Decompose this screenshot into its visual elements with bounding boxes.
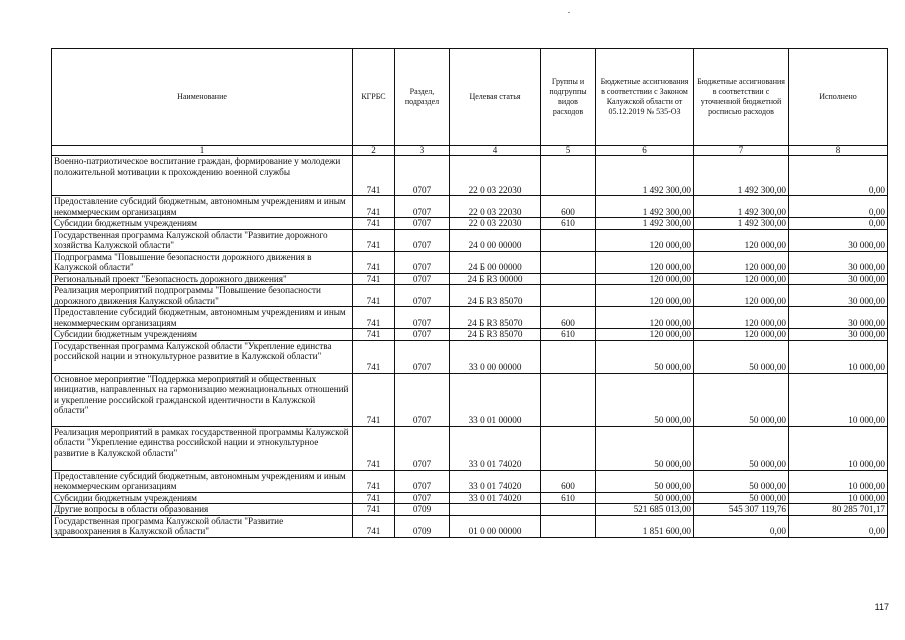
row-name: Региональный проект "Безопасность дорожного движения" [52, 273, 353, 285]
row-group [541, 373, 596, 426]
row-target: 24 Б R3 85070 [450, 285, 541, 307]
row-group [541, 426, 596, 470]
row-group [541, 156, 596, 196]
row-executed-amount: 10 000,00 [789, 426, 888, 470]
row-target: 01 0 00 00000 [450, 515, 541, 537]
row-target: 24 Б R3 85070 [450, 307, 541, 329]
row-kgrbs: 741 [353, 273, 395, 285]
row-law-amount: 521 685 013,00 [596, 504, 694, 516]
row-law-amount: 50 000,00 [596, 340, 694, 373]
table-body [52, 156, 888, 538]
row-group: 600 [541, 470, 596, 492]
row-name: Субсидии бюджетным учреждениям [52, 329, 353, 341]
row-section: 0707 [395, 307, 450, 329]
row-executed-amount: 0,00 [789, 196, 888, 218]
row-name: Реализация мероприятий подпрограммы "Повышение безопасности дорожного движения Калужской области" [52, 285, 353, 307]
column-number: 4 [450, 146, 541, 156]
row-kgrbs: 741 [353, 307, 395, 329]
row-refined-amount: 120 000,00 [694, 307, 789, 329]
row-refined-amount: 50 000,00 [694, 492, 789, 504]
row-law-amount: 120 000,00 [596, 229, 694, 251]
row-target: 33 0 01 74020 [450, 492, 541, 504]
row-kgrbs: 741 [353, 285, 395, 307]
row-law-amount: 50 000,00 [596, 373, 694, 426]
row-section: 0707 [395, 470, 450, 492]
table-row [52, 373, 888, 426]
row-target: 24 Б R3 00000 [450, 273, 541, 285]
row-law-amount: 1 492 300,00 [596, 218, 694, 230]
row-law-amount: 120 000,00 [596, 307, 694, 329]
row-refined-amount: 50 000,00 [694, 340, 789, 373]
row-executed-amount: 0,00 [789, 515, 888, 537]
table-row [52, 504, 888, 516]
row-executed-amount: 10 000,00 [789, 492, 888, 504]
column-number: 5 [541, 146, 596, 156]
row-kgrbs: 741 [353, 373, 395, 426]
row-section: 0707 [395, 285, 450, 307]
row-target: 33 0 01 74020 [450, 470, 541, 492]
row-refined-amount: 120 000,00 [694, 285, 789, 307]
row-law-amount: 50 000,00 [596, 426, 694, 470]
row-section: 0707 [395, 229, 450, 251]
row-name: Государственная программа Калужской области "Укрепление единства российской нации и этнокультурное развитие в Калужской области" [52, 340, 353, 373]
table-row [52, 307, 888, 329]
row-group [541, 251, 596, 273]
row-kgrbs: 741 [353, 251, 395, 273]
row-kgrbs: 741 [353, 196, 395, 218]
row-target: 22 0 03 22030 [450, 156, 541, 196]
row-refined-amount: 0,00 [694, 515, 789, 537]
table-row [52, 273, 888, 285]
col-header-kgrbs: КГРБС [353, 49, 395, 146]
row-executed-amount: 30 000,00 [789, 251, 888, 273]
row-refined-amount: 120 000,00 [694, 273, 789, 285]
row-section: 0709 [395, 515, 450, 537]
row-law-amount: 50 000,00 [596, 470, 694, 492]
row-kgrbs: 741 [353, 218, 395, 230]
row-kgrbs: 741 [353, 492, 395, 504]
row-group [541, 515, 596, 537]
row-target: 24 Б 00 00000 [450, 251, 541, 273]
row-target: 33 0 01 74020 [450, 426, 541, 470]
table-row [52, 251, 888, 273]
row-kgrbs: 741 [353, 504, 395, 516]
budget-table [51, 48, 888, 538]
column-number: 3 [395, 146, 450, 156]
row-target: 33 0 00 00000 [450, 340, 541, 373]
table-row [52, 340, 888, 373]
row-group: 610 [541, 329, 596, 341]
row-target: 33 0 01 00000 [450, 373, 541, 426]
row-group [541, 340, 596, 373]
col-header-groups: Группы и подгруппы видов расходов [541, 49, 596, 146]
row-kgrbs: 741 [353, 156, 395, 196]
row-law-amount: 120 000,00 [596, 285, 694, 307]
row-group: 610 [541, 492, 596, 504]
row-name: Реализация мероприятий в рамках государственной программы Калужской области "Укрепление единства российской нации и этнокультурное развитие в Калужской области" [52, 426, 353, 470]
table-row [52, 426, 888, 470]
row-refined-amount: 120 000,00 [694, 229, 789, 251]
row-refined-amount: 120 000,00 [694, 251, 789, 273]
row-kgrbs: 741 [353, 470, 395, 492]
row-executed-amount: 30 000,00 [789, 273, 888, 285]
column-number: 8 [789, 146, 888, 156]
column-number-row [52, 146, 888, 156]
row-section: 0707 [395, 329, 450, 341]
table-row [52, 492, 888, 504]
table-row [52, 218, 888, 230]
row-section: 0707 [395, 492, 450, 504]
row-name: Предоставление субсидий бюджетным, автономным учреждениям и иным некоммерческим организациям [52, 470, 353, 492]
row-target [450, 504, 541, 516]
row-section: 0707 [395, 251, 450, 273]
table-row [52, 196, 888, 218]
row-group [541, 504, 596, 516]
page-number: 117 [874, 602, 889, 612]
table-row [52, 285, 888, 307]
row-section: 0707 [395, 196, 450, 218]
row-law-amount: 120 000,00 [596, 251, 694, 273]
row-refined-amount: 50 000,00 [694, 470, 789, 492]
row-executed-amount: 30 000,00 [789, 229, 888, 251]
row-law-amount: 50 000,00 [596, 492, 694, 504]
row-group: 600 [541, 307, 596, 329]
row-section: 0707 [395, 156, 450, 196]
column-number: 7 [694, 146, 789, 156]
row-name: Основное мероприятие "Поддержка мероприятий и общественных инициатив, направленных на гармонизацию межнациональных отношений и укрепление российской гражданской идентичности в Калужской области" [52, 373, 353, 426]
column-number: 1 [52, 146, 353, 156]
row-kgrbs: 741 [353, 329, 395, 341]
row-executed-amount: 10 000,00 [789, 373, 888, 426]
row-law-amount: 1 492 300,00 [596, 156, 694, 196]
column-number: 6 [596, 146, 694, 156]
table-row [52, 156, 888, 196]
table-row [52, 470, 888, 492]
row-group [541, 285, 596, 307]
row-group [541, 273, 596, 285]
row-executed-amount: 10 000,00 [789, 470, 888, 492]
header-row [52, 49, 888, 146]
row-target: 22 0 03 22030 [450, 196, 541, 218]
row-target: 24 0 00 00000 [450, 229, 541, 251]
row-law-amount: 1 492 300,00 [596, 196, 694, 218]
row-section: 0707 [395, 218, 450, 230]
row-group: 600 [541, 196, 596, 218]
row-refined-amount: 50 000,00 [694, 426, 789, 470]
row-law-amount: 120 000,00 [596, 273, 694, 285]
row-name: Предоставление субсидий бюджетным, автономным учреждениям и иным некоммерческим организациям [52, 307, 353, 329]
col-header-name: Наименование [52, 49, 353, 146]
col-header-target: Целевая статья [450, 49, 541, 146]
row-section: 0707 [395, 373, 450, 426]
column-number: 2 [353, 146, 395, 156]
table-row [52, 229, 888, 251]
row-executed-amount: 30 000,00 [789, 285, 888, 307]
row-name: Государственная программа Калужской области "Развитие дорожного хозяйства Калужской области" [52, 229, 353, 251]
row-name: Субсидии бюджетным учреждениям [52, 218, 353, 230]
col-header-section: Раздел, подраздел [395, 49, 450, 146]
row-section: 0709 [395, 504, 450, 516]
col-header-refined: Бюджетные ассигнования в соответствии с уточненной бюджетной росписью расходов [694, 49, 789, 146]
row-section: 0707 [395, 340, 450, 373]
row-executed-amount: 10 000,00 [789, 340, 888, 373]
table-row [52, 329, 888, 341]
row-refined-amount: 545 307 119,76 [694, 504, 789, 516]
row-name: Государственная программа Калужской области "Развитие здравоохранения в Калужской области" [52, 515, 353, 537]
row-name: Военно-патриотическое воспитание граждан, формирование у молодежи положительной мотивации к прохождению военной службы [52, 156, 353, 196]
row-refined-amount: 1 492 300,00 [694, 218, 789, 230]
row-law-amount: 1 851 600,00 [596, 515, 694, 537]
row-refined-amount: 1 492 300,00 [694, 156, 789, 196]
row-group [541, 229, 596, 251]
row-kgrbs: 741 [353, 340, 395, 373]
row-executed-amount: 30 000,00 [789, 307, 888, 329]
row-name: Субсидии бюджетным учреждениям [52, 492, 353, 504]
row-refined-amount: 120 000,00 [694, 329, 789, 341]
row-kgrbs: 741 [353, 426, 395, 470]
row-target: 22 0 03 22030 [450, 218, 541, 230]
row-executed-amount: 80 285 701,17 [789, 504, 888, 516]
row-section: 0707 [395, 273, 450, 285]
row-refined-amount: 50 000,00 [694, 373, 789, 426]
row-law-amount: 120 000,00 [596, 329, 694, 341]
row-target: 24 Б R3 85070 [450, 329, 541, 341]
row-executed-amount: 30 000,00 [789, 329, 888, 341]
row-section: 0707 [395, 426, 450, 470]
table-row [52, 515, 888, 537]
row-name: Подпрограмма "Повышение безопасности дорожного движения в Калужской области" [52, 251, 353, 273]
row-executed-amount: 0,00 [789, 218, 888, 230]
row-kgrbs: 741 [353, 515, 395, 537]
row-refined-amount: 1 492 300,00 [694, 196, 789, 218]
row-name: Предоставление субсидий бюджетным, автономным учреждениям и иным некоммерческим организациям [52, 196, 353, 218]
row-kgrbs: 741 [353, 229, 395, 251]
row-executed-amount: 0,00 [789, 156, 888, 196]
col-header-law: Бюджетные ассигнования в соответствии с Законом Калужской области от 05.12.2019 № 535-ОЗ [596, 49, 694, 146]
row-group: 610 [541, 218, 596, 230]
col-header-executed: Исполнено [789, 49, 888, 146]
row-name: Другие вопросы в области образования [52, 504, 353, 516]
scan-speck [568, 12, 570, 13]
